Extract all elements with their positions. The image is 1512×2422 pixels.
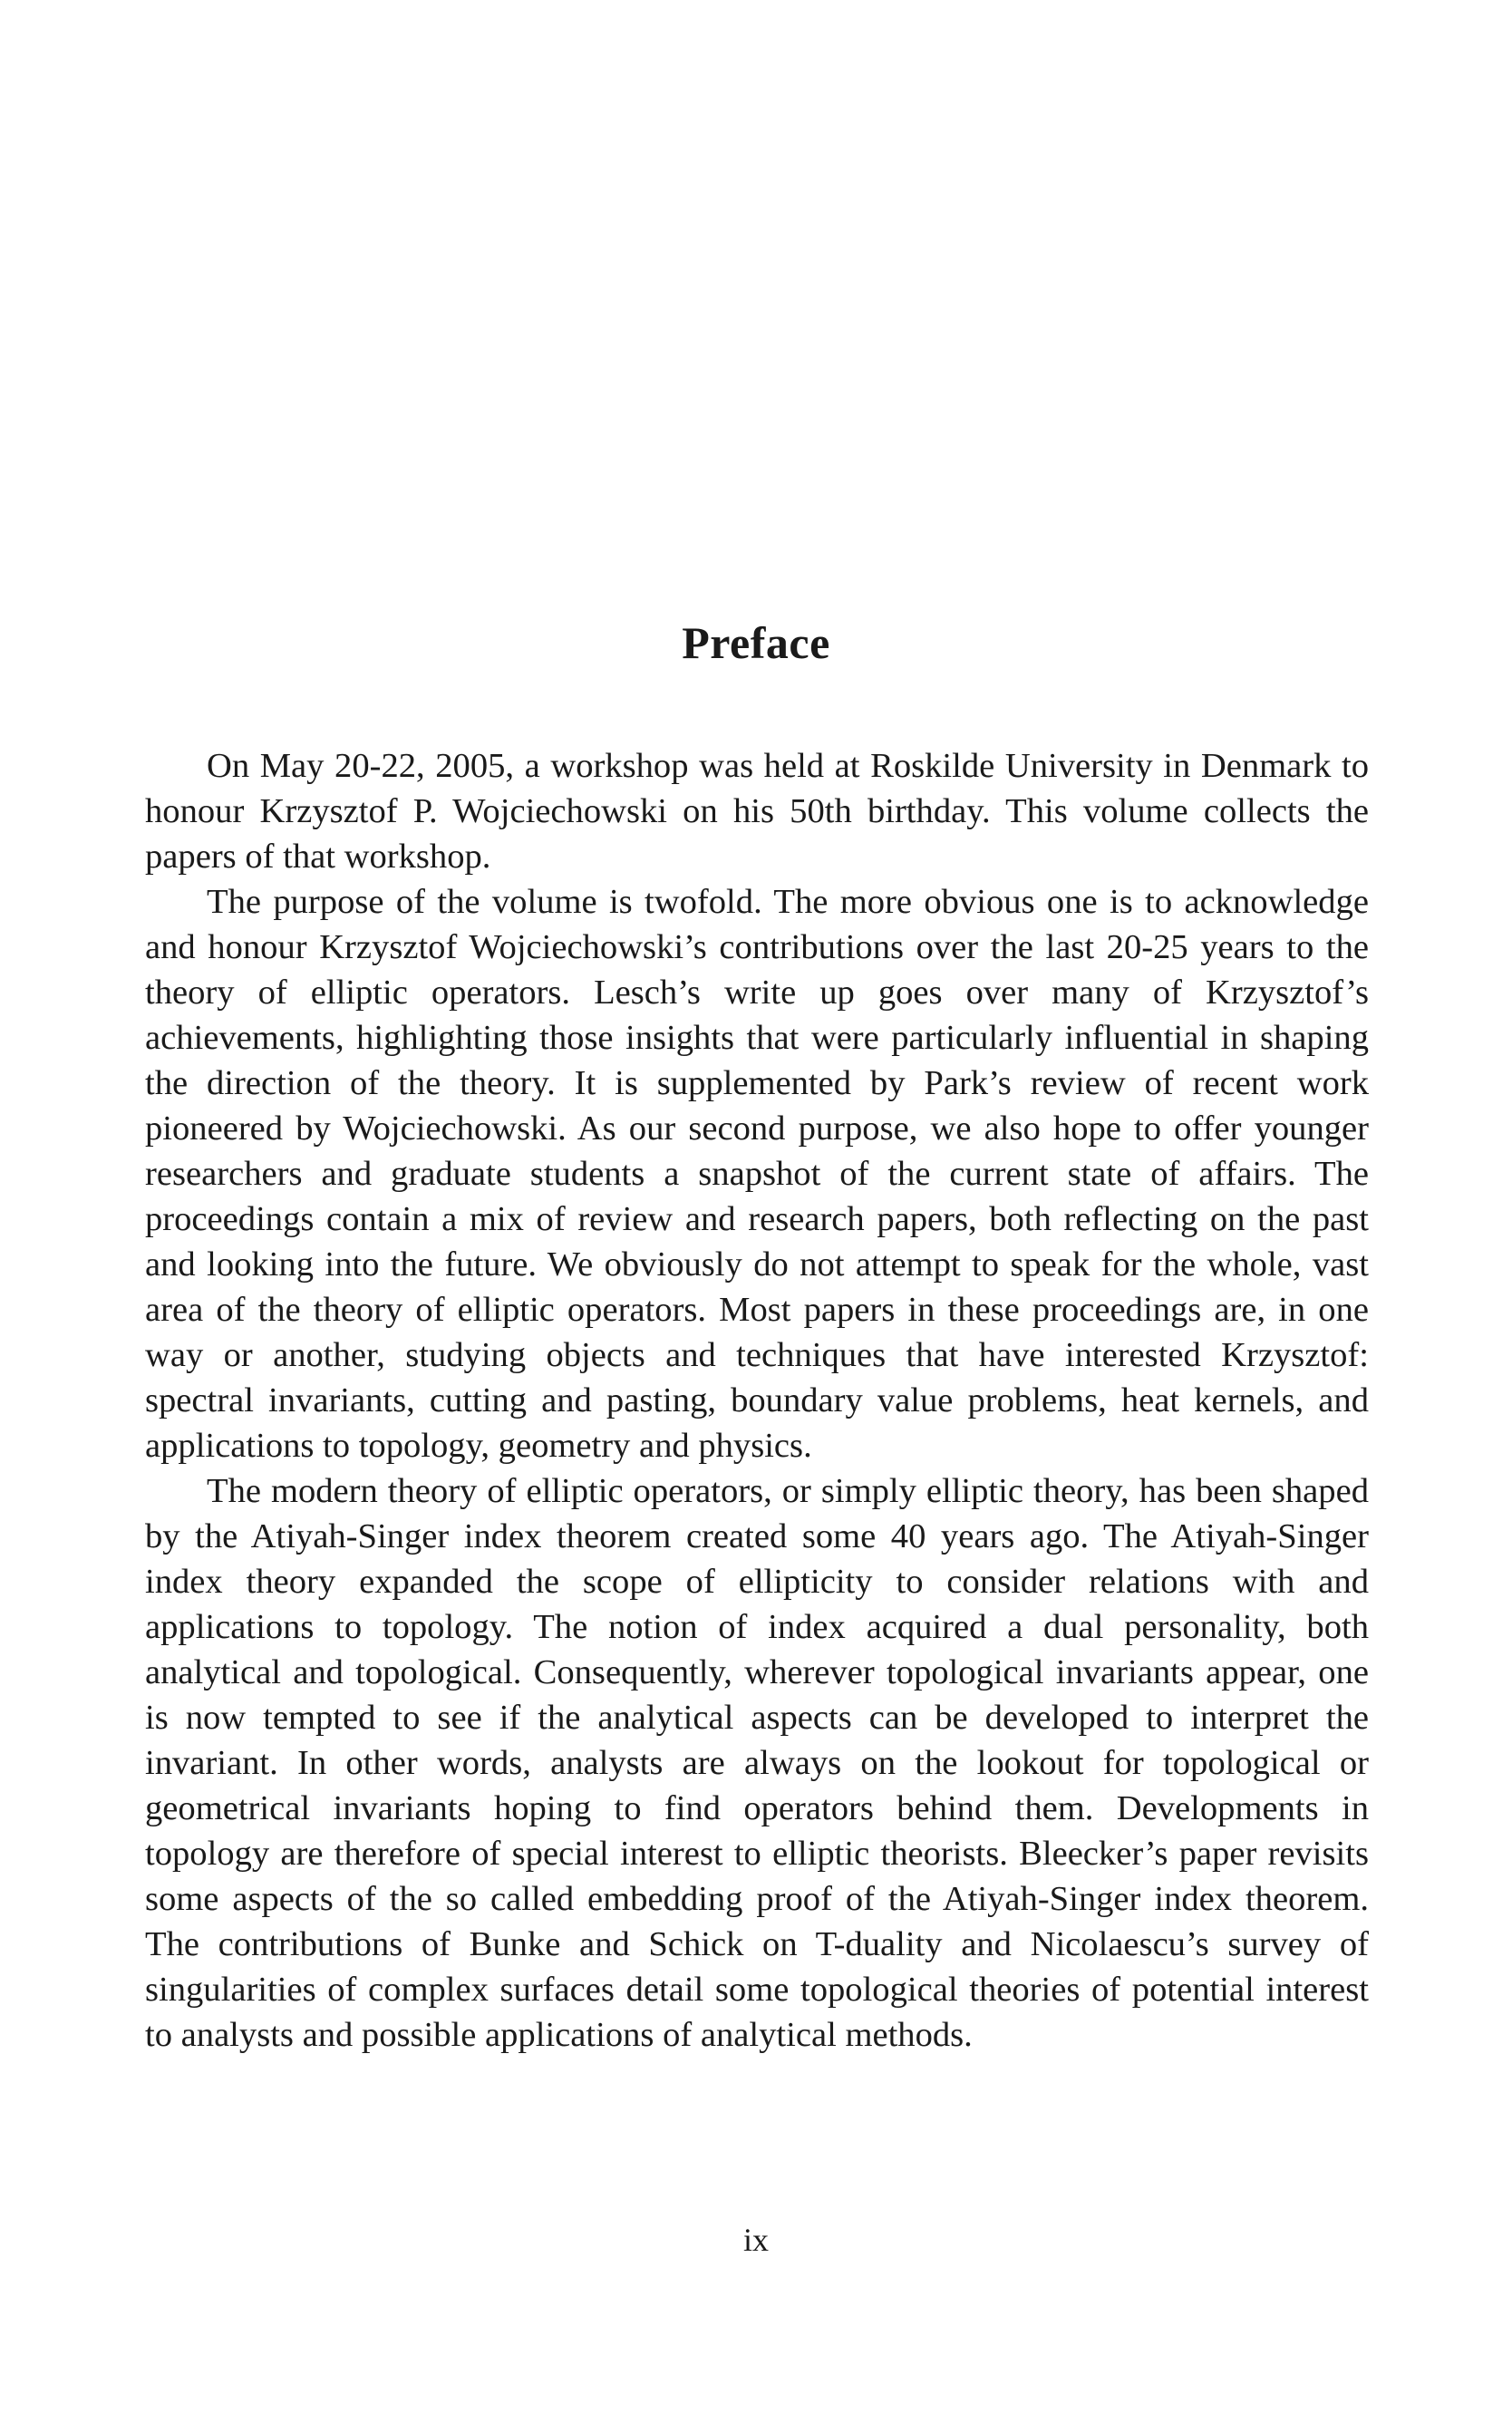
- page-number: ix: [742, 2222, 769, 2258]
- preface-body: [145, 743, 1369, 2058]
- paragraph-modern-theory: The modern theory of elliptic operators, or simply elliptic theory, has been shaped by the Atiyah-Singer index theorem created some 40 years ago. The Atiyah-Singer index theory expanded the scope of ellipticity to consider relations with and applications to topology. The notion of index acquired a dual personality, both analytical and topological. Consequently, wherever topological invariants appear, one is now tempted to see if the analytical aspects can be developed to interpret the invariant. In other words, analysts are always on the lookout for topological or geometrical invariants hoping to find operators behind them. Developments in topology are therefore of special interest to elliptic theorists. Bleecker’s paper revisits some aspects of the so called embedding proof of the Atiyah-Singer index theorem. The contributions of Bunke and Schick on T-duality and Nicolaescu’s survey of singularities of complex surfaces detail some topological theories of potential interest to analysts and possible applications of analytical methods.: [145, 1472, 1369, 2054]
- paragraph-workshop: On May 20-22, 2005, a workshop was held at Roskilde University in Denmark to honour Krzysztof P. Wojciechowski on his 50th birthday. This volume collects the papers of that workshop.: [145, 747, 1369, 876]
- page-title: Preface: [682, 617, 830, 668]
- paragraph-purpose: The purpose of the volume is twofold. The more obvious one is to acknowledge and honour Krzysztof Wojciechowski’s contributions over the last 20-25 years to the theory of elliptic operators. Lesch’s write up goes over many of Krzysztof’s achievements, highlighting those insights that were particularly influential in shaping the direction of the theory. It is supplemented by Park’s review of recent work pioneered by Wojciechowski. As our second purpose, we also hope to offer younger researchers and graduate students a snapshot of the current state of affairs. The proceedings contain a mix of review and research papers, both reflecting on the past and looking into the future. We obviously do not attempt to speak for the whole, vast area of the theory of elliptic operators. Most papers in these proceedings are, in one way or another, studying objects and techniques that have interested Krzysztof: spectral invariants, cutting and pasting, boundary value problems, heat kernels, and applications to topology, geometry and physics.: [145, 883, 1369, 1465]
